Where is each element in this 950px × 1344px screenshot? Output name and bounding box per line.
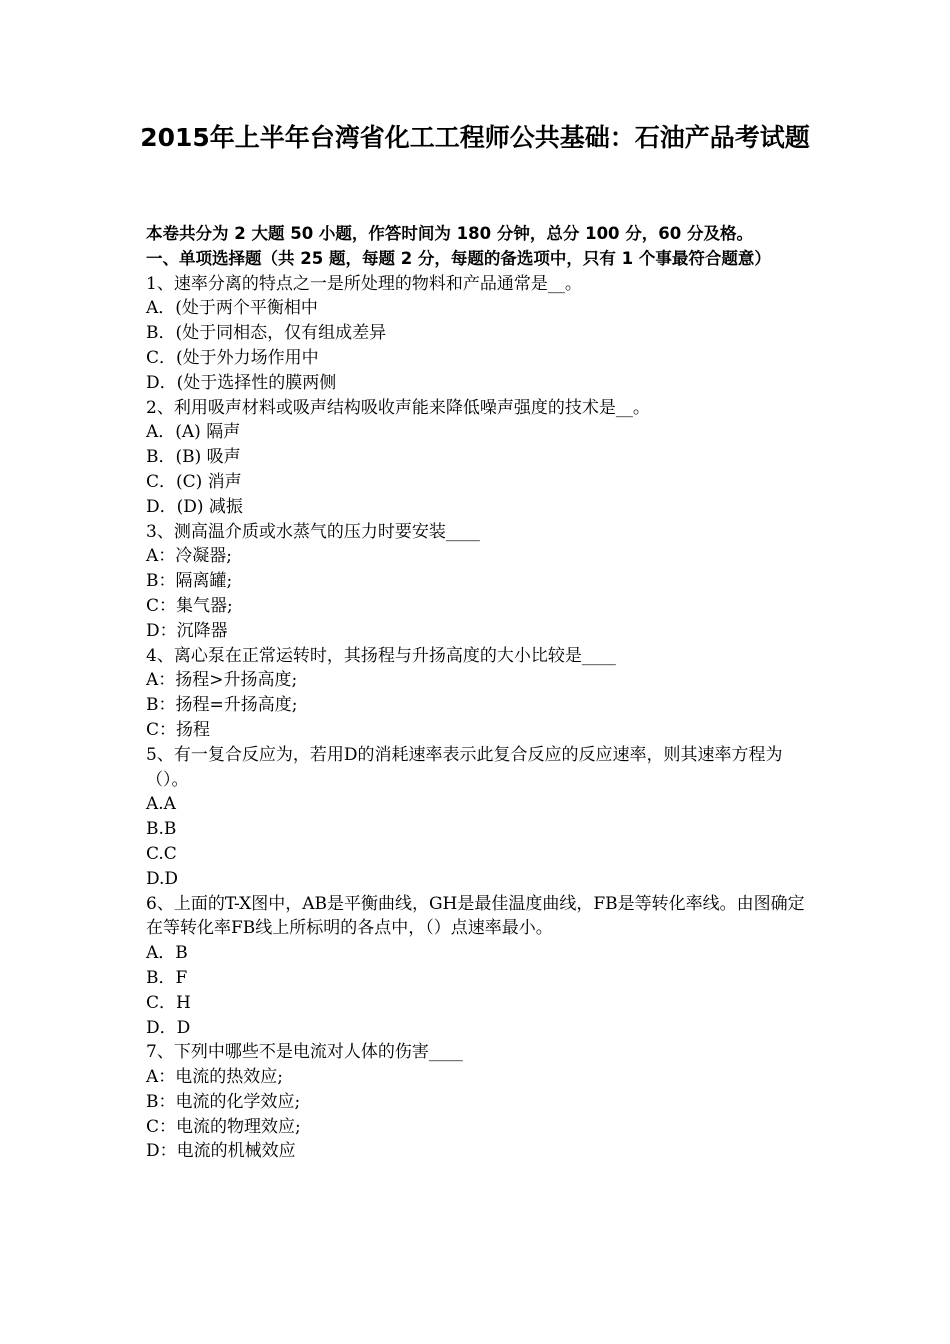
question-stem: 2、利用吸声材料或吸声结构吸收声能来降低噪声强度的技术是__。 <box>146 397 650 418</box>
option: C：扬程 <box>146 719 211 740</box>
option: C．(C) 消声 <box>146 471 242 492</box>
question-1 <box>146 272 812 396</box>
option: B：扬程=升扬高度; <box>146 695 298 716</box>
option: B.B <box>146 819 177 840</box>
option: D．(处于选择性的膜两侧 <box>146 372 337 393</box>
question-3 <box>146 520 812 644</box>
option: D.D <box>146 868 179 889</box>
question-stem: 1、速率分离的特点之一是所处理的物料和产品通常是__。 <box>146 273 582 294</box>
option: A：扬程>升扬高度; <box>146 670 298 691</box>
question-7 <box>146 1040 812 1164</box>
option: D．(D) 减振 <box>146 496 243 517</box>
option: C．(处于外力场作用中 <box>146 347 319 368</box>
question-stem: 6、上面的T-X图中，AB是平衡曲线，GH是最佳温度曲线，FB是等转化率线。由图确定在等转化率FB线上所标明的各点中，（）点速率最小。 <box>146 893 805 939</box>
option: A．(A) 隔声 <box>146 422 241 443</box>
document-body <box>146 222 812 1164</box>
option: B：隔离罐; <box>146 571 233 592</box>
option: D．D <box>146 1017 191 1038</box>
option: A：电流的热效应; <box>146 1067 284 1088</box>
option: A．B <box>146 943 188 964</box>
option: B．(B) 吸声 <box>146 447 241 468</box>
option: B：电流的化学效应; <box>146 1091 301 1112</box>
question-2 <box>146 396 812 520</box>
question-5 <box>146 743 812 892</box>
option: B．(处于同相态，仅有组成差异 <box>146 323 387 344</box>
question-stem: 7、下列中哪些不是电流对人体的伤害____ <box>146 1042 463 1063</box>
question-stem: 4、离心泵在正常运转时，其扬程与升扬高度的大小比较是____ <box>146 645 616 666</box>
document-title: 2015年上半年台湾省化工工程师公共基础：石油产品考试题 <box>140 123 810 152</box>
exam-intro: 本卷共分为 2 大题 50 小题，作答时间为 180 分钟，总分 100 分，60 分及格。 <box>146 224 753 243</box>
question-stem: 3、测高温介质或水蒸气的压力时要安装____ <box>146 521 480 542</box>
question-stem: 5、有一复合反应为，若用D的消耗速率表示此复合反应的反应速率，则其速率方程为（）。 <box>146 744 783 790</box>
option: B．F <box>146 967 188 988</box>
option: D：电流的机械效应 <box>146 1141 296 1162</box>
option: D：沉降器 <box>146 620 228 641</box>
question-6 <box>146 892 812 1041</box>
option: A．(处于两个平衡相中 <box>146 298 318 319</box>
option: C：电流的物理效应; <box>146 1116 301 1137</box>
option: C：集气器; <box>146 595 233 616</box>
section-heading: 一、单项选择题（共 25 题，每题 2 分，每题的备选项中，只有 1 个事最符合题意） <box>146 248 771 268</box>
option: C．H <box>146 992 191 1013</box>
option: A：冷凝器; <box>146 546 233 567</box>
option: A.A <box>146 794 176 815</box>
question-4 <box>146 644 812 743</box>
option: C.C <box>146 843 177 864</box>
